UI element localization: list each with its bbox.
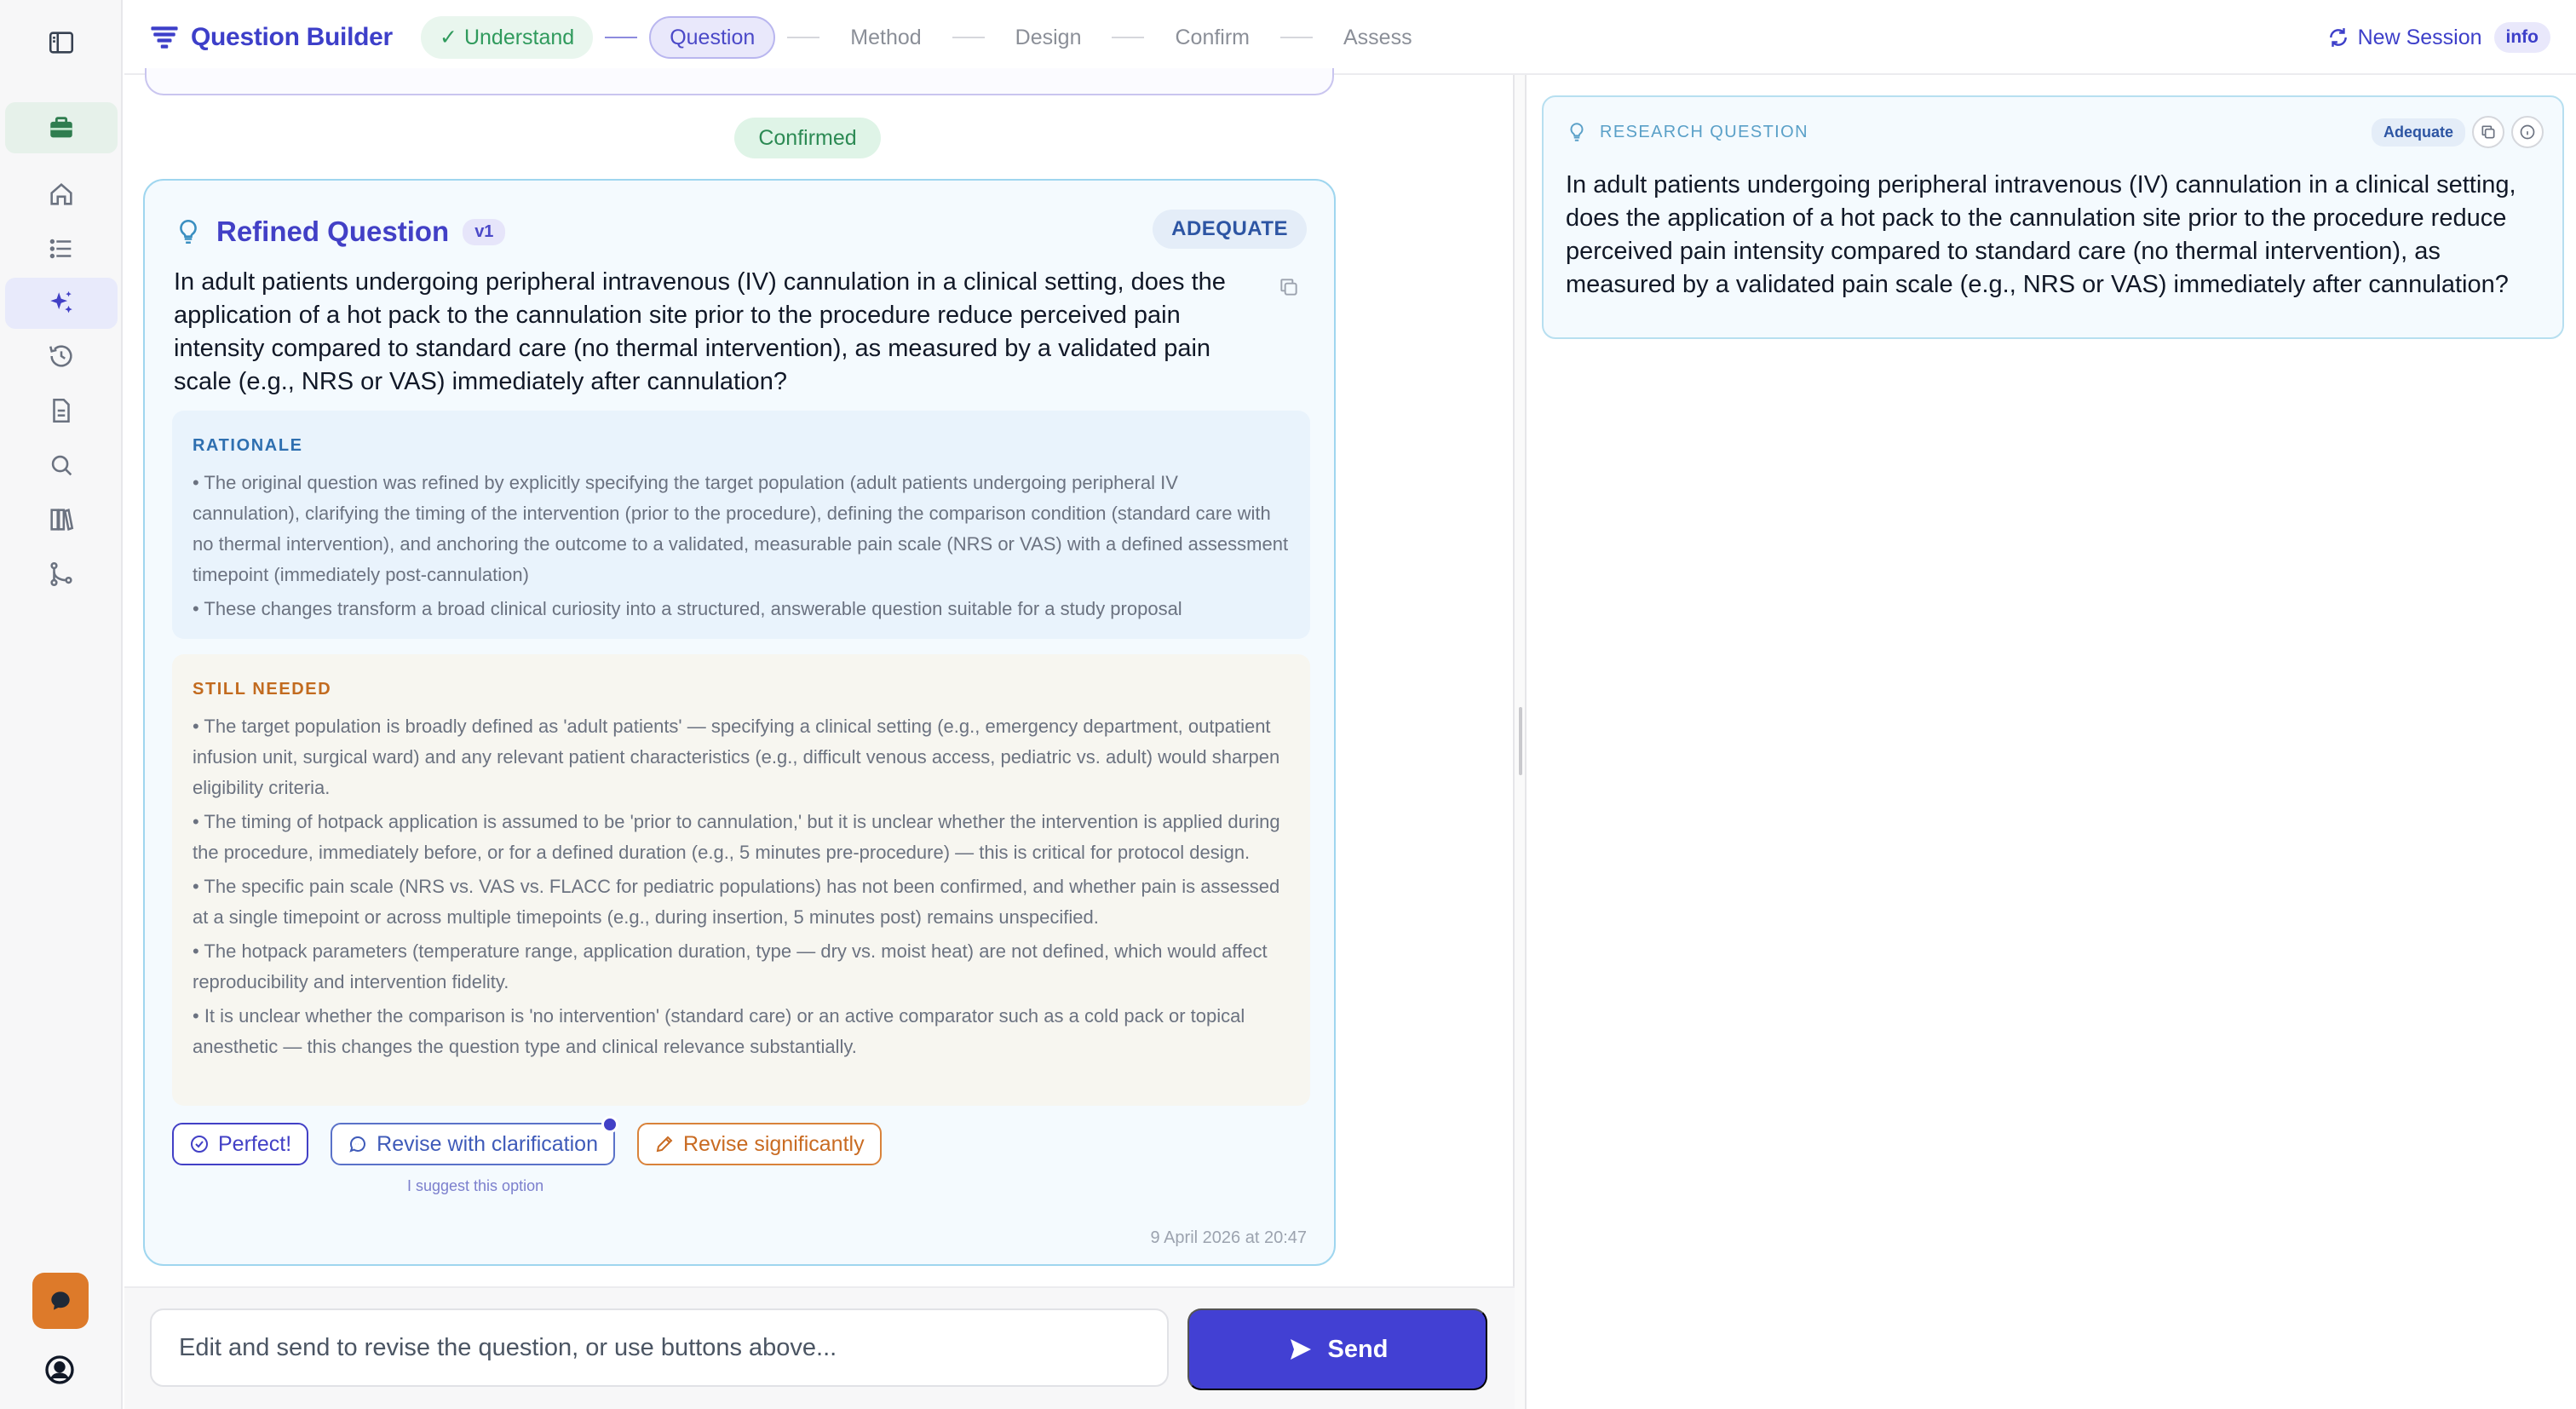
- still-needed-item: • The timing of hotpack application is assumed to be 'prior to cannulation,' but it is unclear whether the intervention is applied during the procedure, immediately before, or for a defined duration (e.g., 5 minutes pre-procedure) — this is critical for protocol design.: [193, 811, 1280, 863]
- step-connector: [787, 37, 819, 38]
- suggestion-hint: I suggest this option: [407, 1177, 544, 1194]
- step-method[interactable]: [831, 16, 940, 59]
- stepper: [421, 15, 1431, 60]
- step-question[interactable]: [649, 16, 775, 59]
- step-design[interactable]: [997, 16, 1101, 59]
- step-label: Design: [1015, 25, 1082, 49]
- new-session-button[interactable]: [2327, 26, 2482, 50]
- previous-message-card: [145, 68, 1334, 95]
- rationale-section: [172, 411, 1310, 639]
- still-needed-item: • The specific pain scale (NRS vs. VAS vs. FLACC for pediatric populations) has not been confirmed, and whether pain is assessed at a single timepoint or across multiple timepoints (e.g., during insertion, 5 minutes post) remains unspecified.: [193, 876, 1280, 928]
- message-input[interactable]: Edit and send to revise the question, or use buttons above...: [150, 1308, 1169, 1387]
- send-icon: [1287, 1336, 1314, 1363]
- pencil-icon: [654, 1134, 675, 1154]
- rationale-title: RATIONALE: [193, 436, 303, 455]
- step-connector: [1112, 37, 1144, 38]
- step-label: Method: [850, 25, 922, 49]
- version-badge: v1: [463, 219, 505, 245]
- message-timestamp: 9 April 2026 at 20:47: [1150, 1228, 1307, 1247]
- still-needed-item: • It is unclear whether the comparison is 'no intervention' (standard care) or an active comparator such as a cold pack or topical anesthetic — this changes the question type and clinical relevance substantially.: [193, 1005, 1245, 1057]
- chat-icon[interactable]: [32, 1273, 89, 1329]
- refined-question-text: In adult patients undergoing peripheral intravenous (IV) cannulation in a clinical setting, does the application of a hot pack to the cannulation site prior to the procedure reduce perceived pain intensity compared to standard care (no thermal intervention), as measured by a validated pain scale (e.g., NRS or VAS) immediately after cannulation?: [174, 268, 1226, 395]
- rq-header: [1566, 121, 1808, 143]
- top-bar: [124, 0, 2576, 75]
- briefcase-icon[interactable]: [5, 102, 118, 153]
- still-needed-section: [172, 654, 1310, 1106]
- perfect-button[interactable]: [172, 1123, 308, 1165]
- revise-clarification-label: Revise with clarification: [377, 1131, 598, 1156]
- rq-label: RESEARCH QUESTION: [1600, 122, 1808, 141]
- research-question-text: In adult patients undergoing peripheral intravenous (IV) cannulation in a clinical setting, does the application of a hot pack to the cannulation site prior to the procedure reduce perceived pain intensity compared to standard care (no thermal intervention), as measured by a validated pain scale (e.g., NRS or VAS) immediately after cannulation?: [1566, 171, 2516, 298]
- step-label: Question: [670, 25, 756, 49]
- card-title: Refined Question: [216, 216, 450, 247]
- copy-icon[interactable]: [2472, 116, 2504, 148]
- question-builder-logo-icon: [150, 25, 179, 50]
- history-icon[interactable]: [5, 331, 118, 382]
- step-connector: [1280, 37, 1313, 38]
- app-title: Question Builder: [191, 23, 393, 51]
- still-needed-item: • The target population is broadly defined as 'adult patients' — specifying a clinical setting (e.g., emergency department, outpatient infusion unit, surgical ward) and any relevant patient characteristics (e.g., difficult venous access, pediatric vs. adult) would sharpen eligibility criteria.: [193, 716, 1280, 798]
- info-badge[interactable]: info: [2494, 22, 2550, 53]
- header-actions: [2327, 19, 2550, 56]
- card-header: [174, 213, 505, 250]
- sparkles-icon[interactable]: [5, 278, 118, 329]
- adequacy-badge: ADEQUATE: [1153, 210, 1307, 249]
- rq-status-badge: Adequate: [2372, 118, 2465, 147]
- still-needed-item: • The hotpack parameters (temperature range, application duration, type — dry vs. moist heat) are not defined, which would affect reproducibility and intervention fidelity.: [193, 940, 1268, 992]
- message-circle-icon: [348, 1134, 368, 1154]
- revise-significantly-label: Revise significantly: [682, 1131, 865, 1156]
- send-button[interactable]: [1187, 1308, 1487, 1390]
- new-session-label: New Session: [2357, 25, 2482, 49]
- lightbulb-icon: [174, 217, 203, 246]
- research-question-card: [1542, 95, 2564, 339]
- composer: [124, 1286, 1515, 1409]
- step-confirm[interactable]: [1156, 16, 1268, 59]
- suggested-indicator: [601, 1116, 618, 1133]
- research-question-panel: [1527, 77, 2576, 1409]
- check-circle-icon: [189, 1134, 210, 1154]
- card-actions: [172, 1123, 882, 1165]
- check-icon: ✓: [440, 26, 457, 49]
- revise-significantly-button[interactable]: [637, 1123, 882, 1165]
- search-icon[interactable]: [5, 440, 118, 491]
- list-icon[interactable]: [5, 223, 118, 274]
- rq-tools: [2372, 116, 2544, 148]
- step-label: Understand: [463, 25, 575, 49]
- send-label: Send: [1327, 1335, 1389, 1363]
- info-icon[interactable]: [2511, 116, 2544, 148]
- copy-icon[interactable]: [1278, 276, 1303, 302]
- home-icon[interactable]: [5, 169, 118, 220]
- refined-question-card: [143, 179, 1336, 1266]
- perfect-label: Perfect!: [218, 1131, 292, 1156]
- revise-clarification-button[interactable]: [331, 1123, 615, 1165]
- chat-thread: [124, 77, 1515, 1285]
- sidebar-toggle-icon[interactable]: [5, 17, 118, 68]
- rationale-item: • The original question was refined by explicitly specifying the target population (adult patients undergoing peripheral IV cannulation), clarifying the timing of the intervention (prior to the procedure), defining the comparison condition (standard care with no thermal intervention), and anchoring the outcome to a validated, measurable pain scale (NRS or VAS) with a defined assessment timepoint (immediately post-cannulation): [193, 472, 1289, 585]
- user-circle-icon[interactable]: [43, 1353, 80, 1390]
- step-assess[interactable]: [1325, 16, 1431, 59]
- step-connector: [605, 37, 637, 38]
- brand[interactable]: [150, 19, 393, 56]
- step-label: Assess: [1343, 25, 1412, 49]
- step-label: Confirm: [1175, 25, 1250, 49]
- rationale-item: • These changes transform a broad clinical curiosity into a structured, answerable question suitable for a study proposal: [193, 598, 1182, 619]
- refresh-icon: [2327, 26, 2349, 49]
- step-connector: [952, 37, 985, 38]
- library-icon[interactable]: [5, 494, 118, 545]
- left-rail: [0, 0, 123, 1409]
- still-needed-title: STILL NEEDED: [193, 680, 332, 699]
- divider-grip[interactable]: [1519, 707, 1522, 775]
- step-understand[interactable]: [421, 16, 593, 59]
- git-branch-icon[interactable]: [5, 549, 118, 600]
- lightbulb-icon: [1566, 121, 1588, 143]
- confirmed-badge: Confirmed: [734, 118, 881, 158]
- document-icon[interactable]: [5, 385, 118, 436]
